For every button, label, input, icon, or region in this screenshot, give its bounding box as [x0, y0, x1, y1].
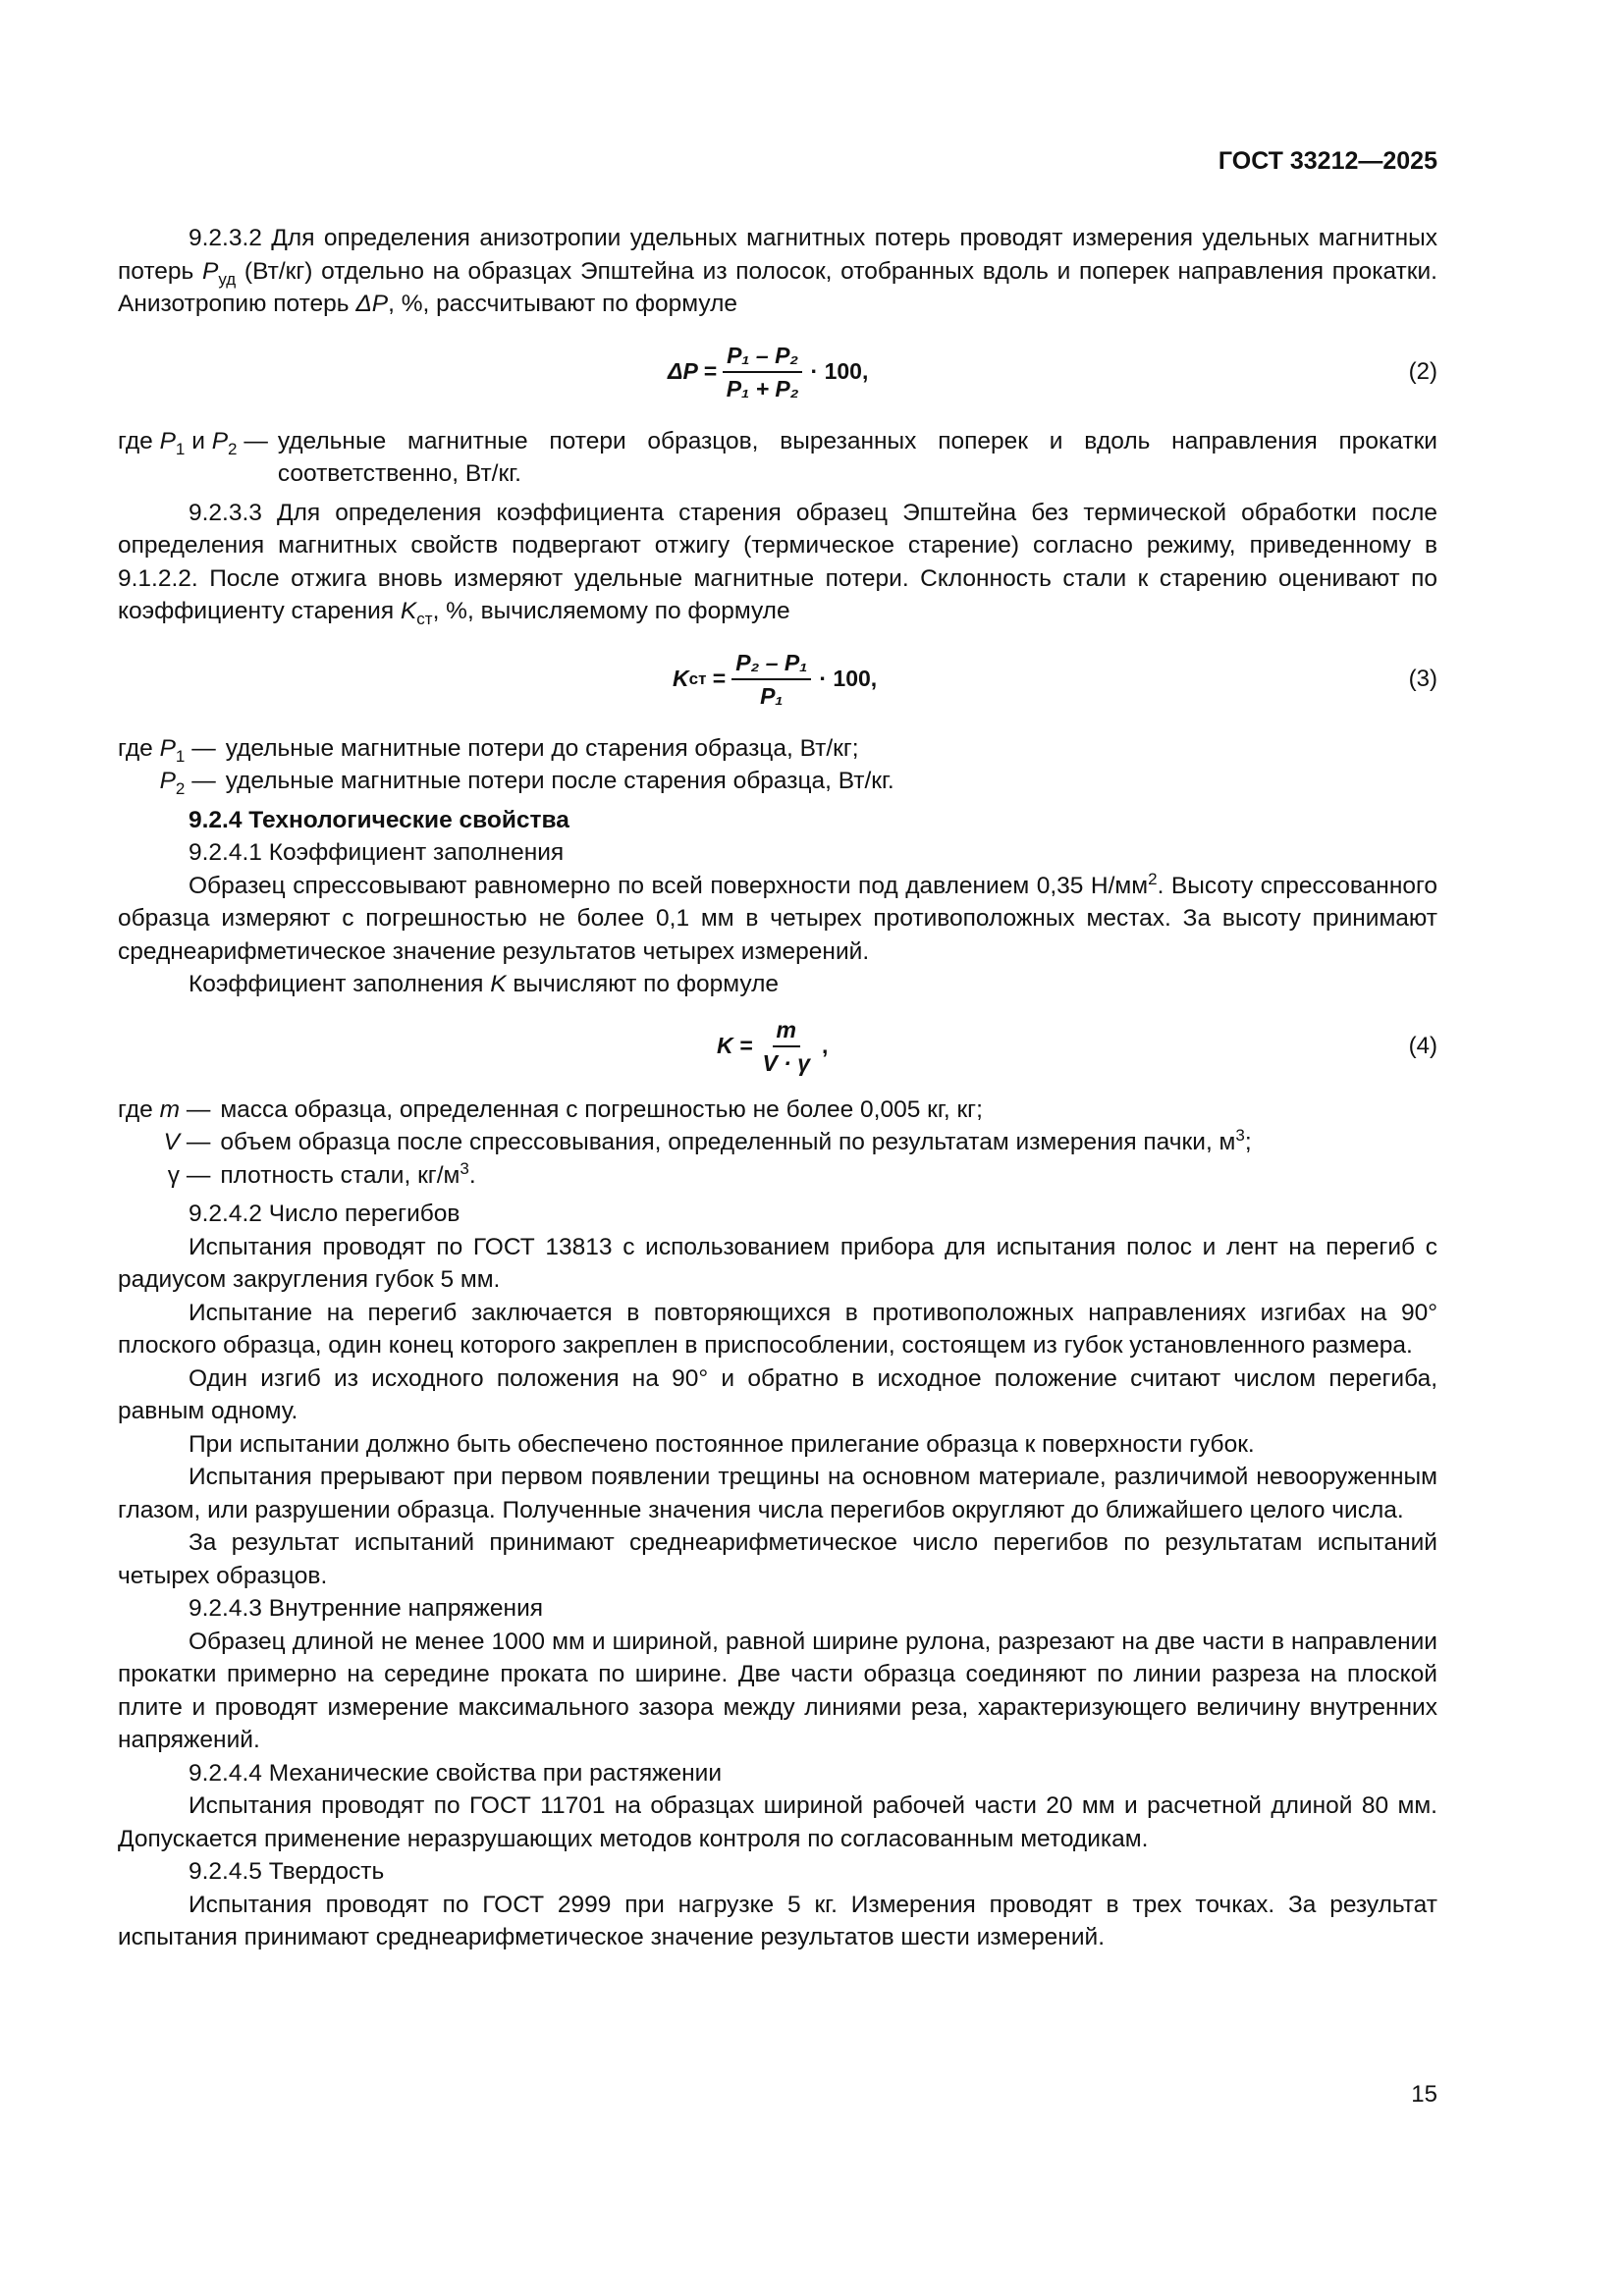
paragraph: При испытании должно быть обеспечено постоянное прилегание образца к поверхности губок. [189, 1430, 1255, 1458]
paragraph: Испытание на перегиб заключается в повторяющихся в противоположных направлениях изгибах на 90° плоского образца, один конец которого закреплен в приспособлении, состоящем из губок установленного размера. [118, 1299, 1437, 1359]
formula-3 [118, 628, 1437, 730]
paragraph: Испытания проводят по ГОСТ 2999 при нагрузке 5 кг. Измерения проводят в трех точках. За результат испытания принимают среднеарифметическое значение результатов шести измерений. [118, 1891, 1437, 1950]
formula-2-number: (2) [1408, 357, 1437, 385]
paragraph: Коэффициент заполнения K вычисляют по формуле [189, 971, 780, 997]
subsection-title-9-2-4-2: 9.2.4.2 Число перегибов [189, 1201, 460, 1227]
subsection-title-9-2-4-1: 9.2.4.1 Коэффициент заполнения [189, 839, 565, 866]
section-heading-9-2-4: 9.2.4 Технологические свойства [189, 806, 569, 833]
subsection-title-9-2-4-4: 9.2.4.4 Механические свойства при растяжении [189, 1759, 723, 1787]
formula-2 [118, 321, 1437, 423]
document-header: ГОСТ 33212—2025 [1218, 147, 1437, 175]
subsection-title-9-2-4-5: 9.2.4.5 Твердость [189, 1858, 385, 1885]
page-number: 15 [1411, 2081, 1437, 2108]
paragraph-9-2-3-2: 9.2.3.2 Для определения анизотропии удельных магнитных потерь проводят измерения удельных магнитных потерь $P_{уд}$ (Вт/кг) отдельно на образцах Эпштейна из полосок, отобранных вдоль и поперек направления прокатки. Анизотропию потерь ΔP, %, рассчитывают по формуле [118, 225, 1437, 317]
paragraph-9-2-3-3: 9.2.3.3 Для определения коэффициента старения образец Эпштейна без термической обработки после определения магнитных свойств подвергают отжигу (термическое старение) согласно режиму, приведенному в 9.1.2.2. После отжига вновь измеряют удельные магнитные потери. Склонность стали к старению оценивают по коэффициенту старения $K_{ст}$, %, вычисляемому по формуле [118, 499, 1437, 628]
paragraph: Испытания проводят по ГОСТ 11701 на образцах шириной рабочей части 20 мм и расчетной длиной 80 мм. Допускается применение неразрушающих методов контроля по согласованным методикам. [118, 1792, 1437, 1852]
subsection-title-9-2-4-3: 9.2.4.3 Внутренние напряжения [189, 1595, 544, 1622]
formula-4-legend: где m — масса образца, определенная с погрешностью не более 0,005 кг, кг; V — объем образца после спрессовывания, определенный по результатам измерения пачки, $м^3$; γ — плотность стали, $кг/м^3$. [118, 1095, 1252, 1189]
paragraph: Образец спрессовывают равномерно по всей поверхности под давлением 0,35 $Н/мм^2$. Высоту спрессованного образца измеряют с погрешностью не более 0,1 мм в четырех противоположных местах. За высоту принимают среднеарифметическое значение результатов четырех измерений. [118, 869, 1437, 965]
paragraph: Один изгиб из исходного положения на 90° и обратно в исходное положение считают числом перегиба, равным одному. [118, 1364, 1437, 1424]
paragraph: За результат испытаний принимают среднеарифметическое число перегибов по результатам испытаний четырех образцов. [118, 1529, 1437, 1589]
formula-3-legend: где $P_1$ — удельные магнитные потери до старения образца, Вт/кг; $P_2$ — удельные магнитные потери после старения образца, Вт/кг. [118, 734, 894, 798]
paragraph: Испытания прерывают при первом появлении трещины на основном материале, различимой невооруженным глазом, или разрушении образца. Полученные значения числа перегибов округляют до ближайшего целого числа. [118, 1464, 1437, 1523]
formula-4-expression: K = $\frac{m}{V \cdot \gamma}$ , [717, 1016, 829, 1076]
formula-3-number: (3) [1408, 665, 1437, 692]
formula-4-number: (4) [1408, 1032, 1437, 1059]
formula-4-fraction: $\frac{m}{V \cdot \gamma}$ [762, 1016, 811, 1076]
formula-3-expression: K ст = $\frac{\text{P₂ – P₁}}{\text{P₁}}$ · 100, [673, 649, 878, 709]
formula-2-expression: ΔP = $\frac{\text{P₁ – P₂}}{\text{P₁ + P₂}}$ · 100, [668, 342, 869, 401]
paragraph: Образец длиной не менее 1000 мм и шириной, равной ширине рулона, разрезают на две части в направлении прокатки примерно на середине проката по ширине. Две части образца соединяют по линии разреза на плоской плите и проводят измерение максимального зазора между линиями реза, характеризующего величину внутренних напряжений. [118, 1628, 1437, 1753]
formula-2-fraction: $\frac{\text{P₁ – P₂}}{\text{P₁ + P₂}}$ [723, 342, 803, 402]
formula-2-legend: где $P_1$ и $P_2$ — удельные магнитные потери образцов, вырезанных поперек и вдоль направления прокатки соответственно, Вт/кг. [118, 427, 1437, 487]
formula-4 [118, 1001, 1437, 1092]
formula-3-fraction: $\frac{\text{P₂ – P₁}}{\text{P₁}}$ [731, 649, 811, 710]
paragraph: Испытания проводят по ГОСТ 13813 с использованием прибора для испытания полос и лент на перегиб с радиусом закругления губок 5 мм. [118, 1233, 1437, 1293]
page-content [118, 222, 1437, 1954]
